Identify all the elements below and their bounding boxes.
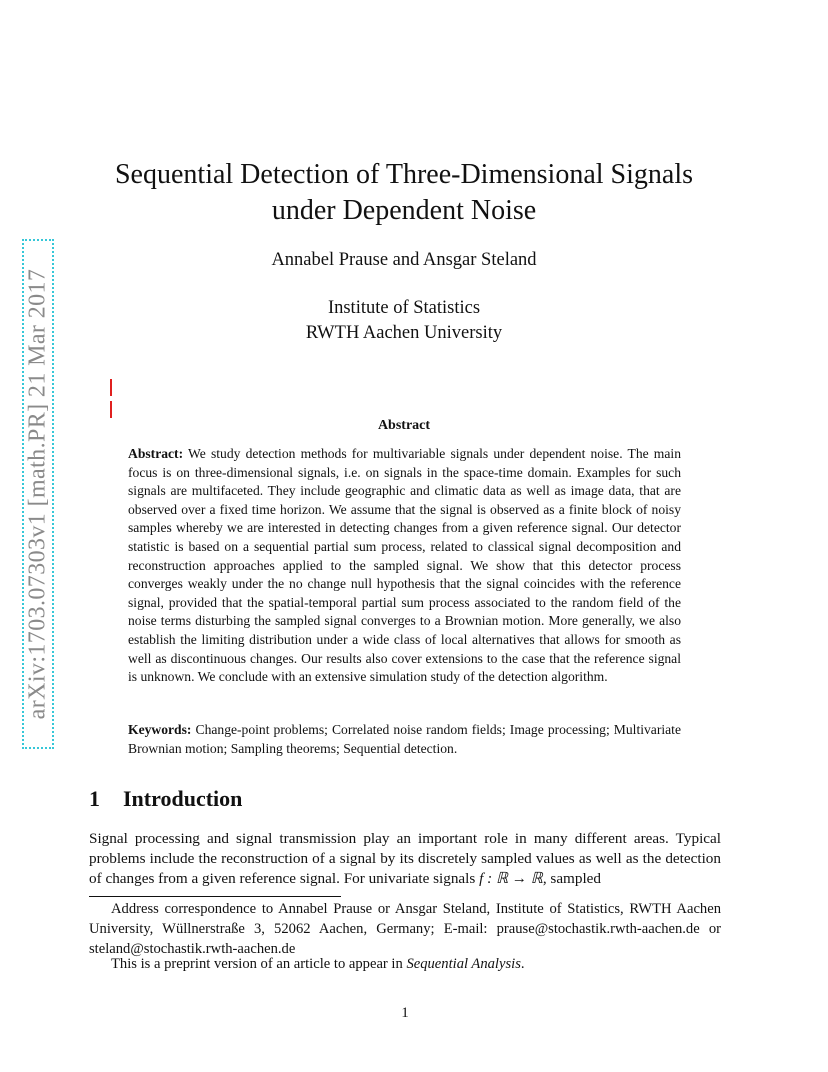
- abstract-text: We study detection methods for multivariable signals under dependent noise. The main focus is on three-dimensional signals, i.e. on signals in the space-time domain. Examples for such signals are multifaceted. They include geographic and climatic data as well as image data, that are observed over a fixed time horizon. We assume that the signal is observed as a finite block of noisy samples whereby we are interested in detecting changes from a given reference signal. Our detector statistic is based on a sequential partial sum process, related to classical signal decomposition and reconstruction approaches applied to the sampled signal. We show that this detector process converges weakly under the no change null hypothesis that the signal coincides with the reference signal, provided that the spatial-temporal partial sum process associated to the random field of the noise terms disturbing the sampled signal converges to a Brownian motion. More generally, we also establish the limiting distribution under a wide class of local alternatives that allows for smooth as well as discontinuous changes. Our results also cover extensions to the case that the reference signal is unknown. We conclude with an extensive simulation study of the detection algorithm.: [128, 446, 681, 685]
- abstract-body: [128, 445, 681, 687]
- intro-text: Signal processing and signal transmission play an important role in many different areas. Typical problems include the reconstruction of a signal by its discretely sampled values as well as the detection of changes from a given reference signal. For univariate signals: [89, 830, 721, 887]
- section-number: 1: [89, 786, 100, 811]
- abstract-heading: Abstract: [377, 418, 431, 433]
- preprint-period: .: [520, 956, 525, 972]
- footnote-rule: [89, 896, 341, 897]
- affiliation-line-2: RWTH Aachen University: [305, 323, 503, 343]
- affiliation-line-1: Institute of Statistics: [327, 298, 481, 318]
- title-line-1: Sequential Detection of Three-Dimensional Signals: [114, 159, 693, 190]
- keywords-text: Change-point problems; Correlated noise random fields; Image processing; Multivariate Brownian motion; Sampling theorems; Sequential detection.: [128, 722, 681, 756]
- keywords: [128, 721, 681, 758]
- intro-text-end: , sampled: [542, 870, 602, 887]
- section-title: Introduction: [123, 786, 243, 811]
- page-number: 1: [401, 1005, 409, 1021]
- footnote-text: Address correspondence to Annabel Prause or Ansgar Steland, Institute of Statistics, RWTH Aachen University, Wüllnerstraße 3, 52062 Aachen, Germany; E-mail: prause@stochastik.rwth-aachen.de or steland@stochastik.rwth-aachen.de: [89, 901, 721, 957]
- intro-paragraph: [89, 829, 721, 889]
- section-heading: [89, 786, 242, 812]
- authors: Annabel Prause and Ansgar Steland: [271, 250, 537, 270]
- preprint-text: This is a preprint version of an article to appear in: [111, 956, 407, 972]
- preprint-note: [111, 956, 525, 973]
- footnote: [89, 899, 721, 959]
- keywords-label: Keywords:: [128, 722, 192, 737]
- arxiv-identifier[interactable]: arXiv:1703.07303v1 [math.PR] 21 Mar 2017: [24, 268, 51, 720]
- paper-title: [90, 157, 718, 229]
- intro-math: f : ℝ → ℝ: [479, 870, 543, 887]
- red-margin-marker: [110, 379, 117, 396]
- title-line-2: under Dependent Noise: [271, 195, 537, 226]
- journal-name: Sequential Analysis: [406, 956, 521, 972]
- abstract-label: Abstract:: [128, 446, 184, 461]
